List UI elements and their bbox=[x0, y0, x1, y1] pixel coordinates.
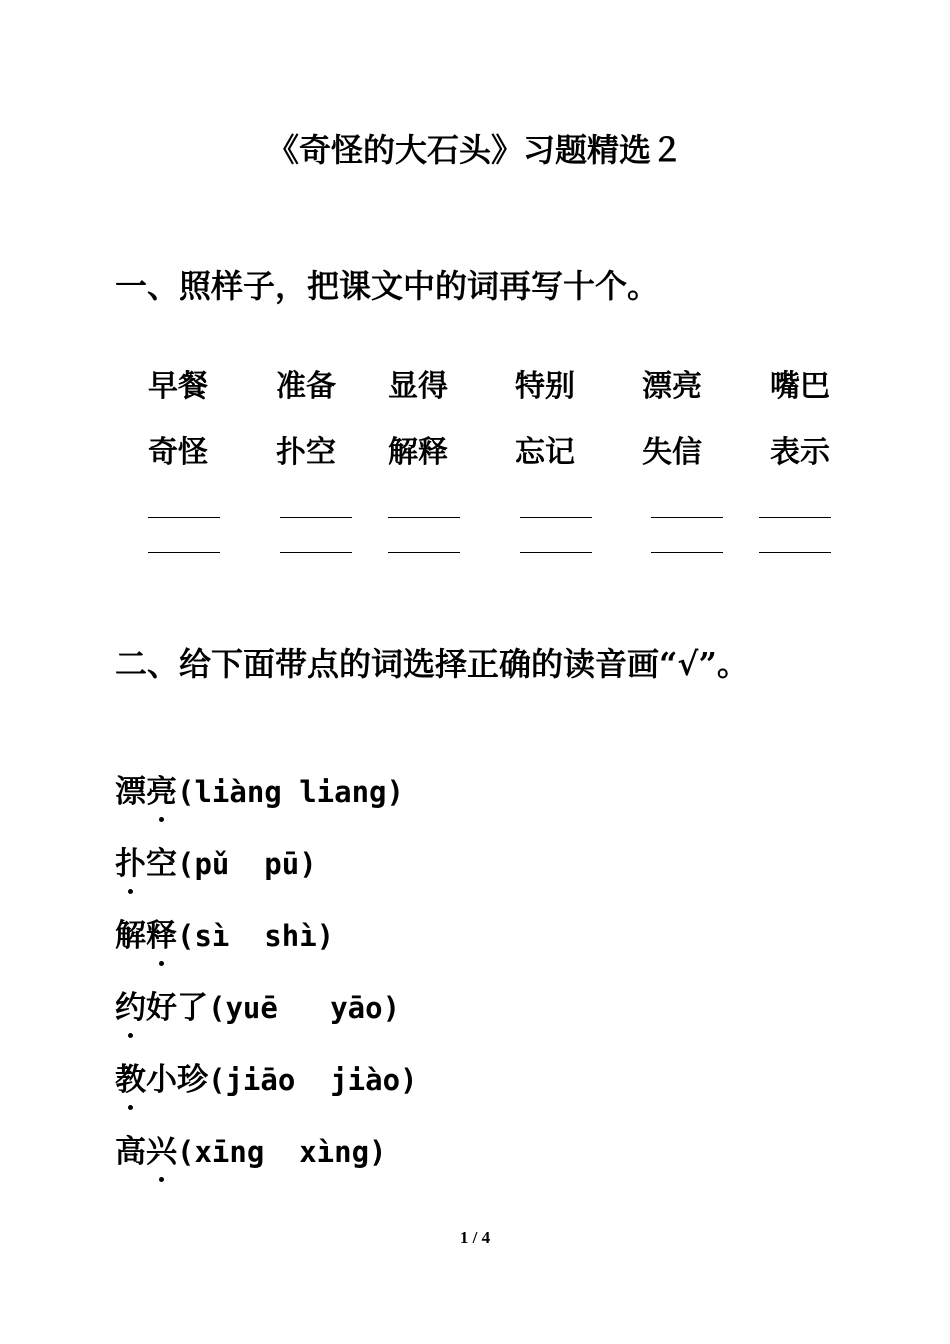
word-cell: 显得 bbox=[388, 369, 448, 404]
word-cell: 特别 bbox=[515, 369, 575, 404]
character: 好 bbox=[146, 990, 177, 1026]
answer-blank[interactable] bbox=[520, 552, 592, 553]
page-title: 《奇怪的大石头》习题精选２ bbox=[266, 131, 683, 169]
answer-blank[interactable] bbox=[651, 552, 723, 553]
word-cell: 解释 bbox=[388, 435, 448, 470]
word-cell: 嘴巴 bbox=[770, 369, 830, 404]
character: 解 bbox=[115, 918, 146, 954]
pinyin-options[interactable]: (liàng liang) bbox=[177, 775, 404, 809]
word-cell: 扑空 bbox=[276, 435, 336, 470]
word-cell: 奇怪 bbox=[148, 435, 208, 470]
word-cell: 准备 bbox=[276, 369, 336, 404]
section1-heading: 一、照样子，把课文中的词再写十个。 bbox=[115, 267, 660, 305]
word-cell: 漂亮 bbox=[642, 369, 702, 404]
answer-blank[interactable] bbox=[280, 552, 352, 553]
pinyin-item bbox=[115, 914, 334, 958]
answer-blank[interactable] bbox=[651, 517, 723, 518]
word-cell: 忘记 bbox=[515, 435, 575, 470]
answer-blank[interactable] bbox=[148, 552, 220, 553]
answer-blank[interactable] bbox=[520, 517, 592, 518]
pinyin-options[interactable]: (xīng xìng) bbox=[177, 1135, 387, 1169]
pinyin-item bbox=[115, 1130, 387, 1174]
word-cell: 早餐 bbox=[148, 369, 208, 404]
answer-blank[interactable] bbox=[388, 552, 460, 553]
pinyin-options[interactable]: (yuē yāo) bbox=[208, 991, 401, 1025]
pinyin-item bbox=[115, 770, 404, 814]
answer-blank[interactable] bbox=[759, 552, 831, 553]
dotted-character: 释 bbox=[146, 914, 177, 958]
character: 漂 bbox=[115, 774, 146, 810]
answer-blank[interactable] bbox=[388, 517, 460, 518]
dotted-character: 教 bbox=[115, 1058, 146, 1102]
character: 高 bbox=[115, 1134, 146, 1170]
pinyin-options[interactable]: (jiāo jiào) bbox=[208, 1063, 418, 1097]
dotted-character: 亮 bbox=[146, 770, 177, 814]
answer-blank[interactable] bbox=[280, 517, 352, 518]
word-cell: 表示 bbox=[770, 435, 830, 470]
pinyin-options[interactable]: (sì shì) bbox=[177, 919, 335, 953]
word-cell: 失信 bbox=[642, 435, 702, 470]
character: 空 bbox=[146, 846, 177, 882]
dotted-character: 扑 bbox=[115, 842, 146, 886]
dotted-character: 约 bbox=[115, 986, 146, 1030]
pinyin-options[interactable]: (pǔ pū) bbox=[177, 847, 317, 881]
section2-heading: 二、给下面带点的词选择正确的读音画“√”。 bbox=[115, 645, 749, 683]
character: 珍 bbox=[177, 1062, 208, 1098]
page-number: 1 / 4 bbox=[459, 1228, 491, 1247]
pinyin-item bbox=[115, 842, 317, 886]
dotted-character: 兴 bbox=[146, 1130, 177, 1174]
pinyin-item bbox=[115, 986, 400, 1030]
answer-blank[interactable] bbox=[759, 517, 831, 518]
pinyin-item bbox=[115, 1058, 418, 1102]
character: 小 bbox=[146, 1062, 177, 1098]
answer-blank[interactable] bbox=[148, 517, 220, 518]
character: 了 bbox=[177, 990, 208, 1026]
